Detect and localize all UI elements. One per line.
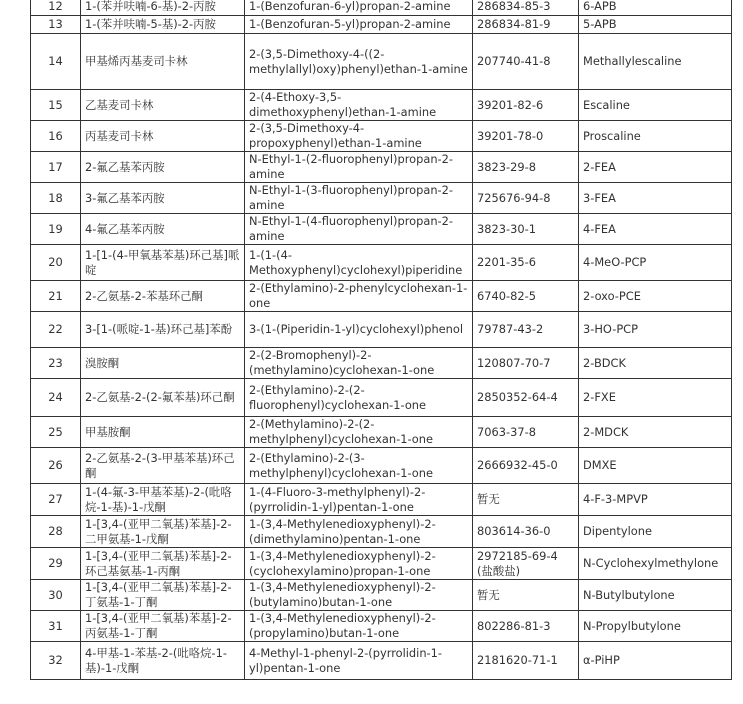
english-name: 1-(3,4-Methylenedioxyphenyl)-2-(cyclohexylamino)propan-1-one [245,548,473,580]
row-number: 25 [31,417,81,448]
abbreviation: N-Cyclohexylmethylone [579,548,732,580]
chinese-name: 甲基烯丙基麦司卡林 [81,34,245,90]
cas-number: 286834-85-3 [473,0,579,16]
cas-number: 725676-94-8 [473,183,579,214]
chinese-name: 甲基胺酮 [81,417,245,448]
table-row [31,379,732,417]
chinese-name: 1-(4-氟-3-甲基苯基)-2-(吡咯烷-1-基)-1-戊酮 [81,484,245,516]
english-name: N-Ethyl-1-(2-fluorophenyl)propan-2-amine [245,152,473,183]
english-name: 1-(3,4-Methylenedioxyphenyl)-2-(propylamino)butan-1-one [245,611,473,642]
english-name: 2-(Methylamino)-2-(2-methylphenyl)cyclohexan-1-one [245,417,473,448]
cas-number: 3823-29-8 [473,152,579,183]
row-number: 31 [31,611,81,642]
chinese-name: 乙基麦司卡林 [81,90,245,121]
english-name: 2-(Ethylamino)-2-(2-fluorophenyl)cyclohexan-1-one [245,379,473,417]
row-number: 19 [31,214,81,245]
cas-number: 2181620-71-1 [473,642,579,680]
substance-table-body [31,0,732,680]
english-name: 1-(Benzofuran-6-yl)propan-2-amine [245,0,473,16]
english-name: 1-(1-(4-Methoxyphenyl)cyclohexyl)piperidine [245,245,473,281]
substance-table [30,0,732,680]
table-row [31,580,732,611]
chinese-name: 2-乙氨基-2-苯基环己酮 [81,281,245,312]
table-row [31,516,732,548]
cas-number: 802286-81-3 [473,611,579,642]
abbreviation: 2-oxo-PCE [579,281,732,312]
table-row [31,348,732,379]
cas-number: 6740-82-5 [473,281,579,312]
abbreviation: 2-BDCK [579,348,732,379]
table-row [31,417,732,448]
table-row [31,245,732,281]
row-number: 27 [31,484,81,516]
english-name: 1-(3,4-Methylenedioxyphenyl)-2-(dimethylamino)pentan-1-one [245,516,473,548]
row-number: 29 [31,548,81,580]
chinese-name: 3-氟乙基苯丙胺 [81,183,245,214]
chinese-name: 4-甲基-1-苯基-2-(吡咯烷-1-基)-1-戊酮 [81,642,245,680]
abbreviation: N-Butylbutylone [579,580,732,611]
table-row [31,183,732,214]
row-number: 12 [31,0,81,16]
cas-number: 暂无 [473,580,579,611]
chinese-name: 3-[1-(哌啶-1-基)环己基]苯酚 [81,312,245,348]
cas-number: 2972185-69-4 (盐酸盐) [473,548,579,580]
chinese-name: 2-乙氨基-2-(3-甲基苯基)环己酮 [81,448,245,484]
table-row [31,281,732,312]
cas-number: 2850352-64-4 [473,379,579,417]
abbreviation: Methallylescaline [579,34,732,90]
cas-number: 暂无 [473,484,579,516]
english-name: 1-(3,4-Methylenedioxyphenyl)-2-(butylamino)butan-1-one [245,580,473,611]
abbreviation: 6-APB [579,0,732,16]
abbreviation: 4-F-3-MPVP [579,484,732,516]
chinese-name: 1-(苯并呋喃-6-基)-2-丙胺 [81,0,245,16]
abbreviation: DMXE [579,448,732,484]
chinese-name: 1-[3,4-(亚甲二氧基)苯基]-2-丙氨基-1-丁酮 [81,611,245,642]
table-row [31,16,732,34]
abbreviation: α-PiHP [579,642,732,680]
abbreviation: 2-FEA [579,152,732,183]
english-name: 2-(4-Ethoxy-3,5-dimethoxyphenyl)ethan-1-amine [245,90,473,121]
table-row [31,0,732,16]
cas-number: 39201-82-6 [473,90,579,121]
row-number: 26 [31,448,81,484]
abbreviation: 2-MDCK [579,417,732,448]
english-name: 4-Methyl-1-phenyl-2-(pyrrolidin-1-yl)pentan-1-one [245,642,473,680]
table-row [31,611,732,642]
abbreviation: 5-APB [579,16,732,34]
row-number: 28 [31,516,81,548]
cas-number: 79787-43-2 [473,312,579,348]
abbreviation: N-Propylbutylone [579,611,732,642]
row-number: 32 [31,642,81,680]
abbreviation: Dipentylone [579,516,732,548]
english-name: N-Ethyl-1-(3-fluorophenyl)propan-2-amine [245,183,473,214]
english-name: N-Ethyl-1-(4-fluorophenyl)propan-2-amine [245,214,473,245]
row-number: 13 [31,16,81,34]
chinese-name: 2-氟乙基苯丙胺 [81,152,245,183]
table-row [31,152,732,183]
english-name: 1-(4-Fluoro-3-methylphenyl)-2-(pyrrolidin-1-yl)pentan-1-one [245,484,473,516]
row-number: 22 [31,312,81,348]
chinese-name: 1-[3,4-(亚甲二氧基)苯基]-2-环己基氨基-1-丙酮 [81,548,245,580]
chinese-name: 4-氟乙基苯丙胺 [81,214,245,245]
cas-number: 286834-81-9 [473,16,579,34]
chinese-name: 溴胺酮 [81,348,245,379]
row-number: 18 [31,183,81,214]
cas-number: 7063-37-8 [473,417,579,448]
abbreviation: 4-FEA [579,214,732,245]
abbreviation: 2-FXE [579,379,732,417]
cas-number: 2201-35-6 [473,245,579,281]
cas-number: 120807-70-7 [473,348,579,379]
row-number: 15 [31,90,81,121]
english-name: 1-(Benzofuran-5-yl)propan-2-amine [245,16,473,34]
chinese-name: 1-[3,4-(亚甲二氧基)苯基]-2-丁氨基-1-丁酮 [81,580,245,611]
abbreviation: 3-HO-PCP [579,312,732,348]
table-row [31,214,732,245]
row-number: 24 [31,379,81,417]
cas-number: 2666932-45-0 [473,448,579,484]
row-number: 23 [31,348,81,379]
row-number: 14 [31,34,81,90]
cas-number: 3823-30-1 [473,214,579,245]
english-name: 2-(Ethylamino)-2-(3-methylphenyl)cyclohexan-1-one [245,448,473,484]
abbreviation: 3-FEA [579,183,732,214]
row-number: 20 [31,245,81,281]
table-row [31,548,732,580]
table-row [31,34,732,90]
cas-number: 207740-41-8 [473,34,579,90]
chinese-name: 丙基麦司卡林 [81,121,245,152]
chinese-name: 1-[3,4-(亚甲二氧基)苯基]-2-二甲氨基-1-戊酮 [81,516,245,548]
chinese-name: 2-乙氨基-2-(2-氟苯基)环己酮 [81,379,245,417]
english-name: 2-(2-Bromophenyl)-2-(methylamino)cyclohexan-1-one [245,348,473,379]
row-number: 16 [31,121,81,152]
table-row [31,448,732,484]
english-name: 2-(3,5-Dimethoxy-4-((2-methylallyl)oxy)phenyl)ethan-1-amine [245,34,473,90]
english-name: 2-(3,5-Dimethoxy-4-propoxyphenyl)ethan-1-amine [245,121,473,152]
table-row [31,642,732,680]
table-row [31,121,732,152]
cas-number: 803614-36-0 [473,516,579,548]
row-number: 30 [31,580,81,611]
table-row [31,90,732,121]
row-number: 17 [31,152,81,183]
chinese-name: 1-(苯并呋喃-5-基)-2-丙胺 [81,16,245,34]
abbreviation: Proscaline [579,121,732,152]
abbreviation: 4-MeO-PCP [579,245,732,281]
table-row [31,312,732,348]
abbreviation: Escaline [579,90,732,121]
cas-number: 39201-78-0 [473,121,579,152]
row-number: 21 [31,281,81,312]
table-row [31,484,732,516]
english-name: 2-(Ethylamino)-2-phenylcyclohexan-1-one [245,281,473,312]
chinese-name: 1-[1-(4-甲氧基苯基)环己基]哌啶 [81,245,245,281]
english-name: 3-(1-(Piperidin-1-yl)cyclohexyl)phenol [245,312,473,348]
